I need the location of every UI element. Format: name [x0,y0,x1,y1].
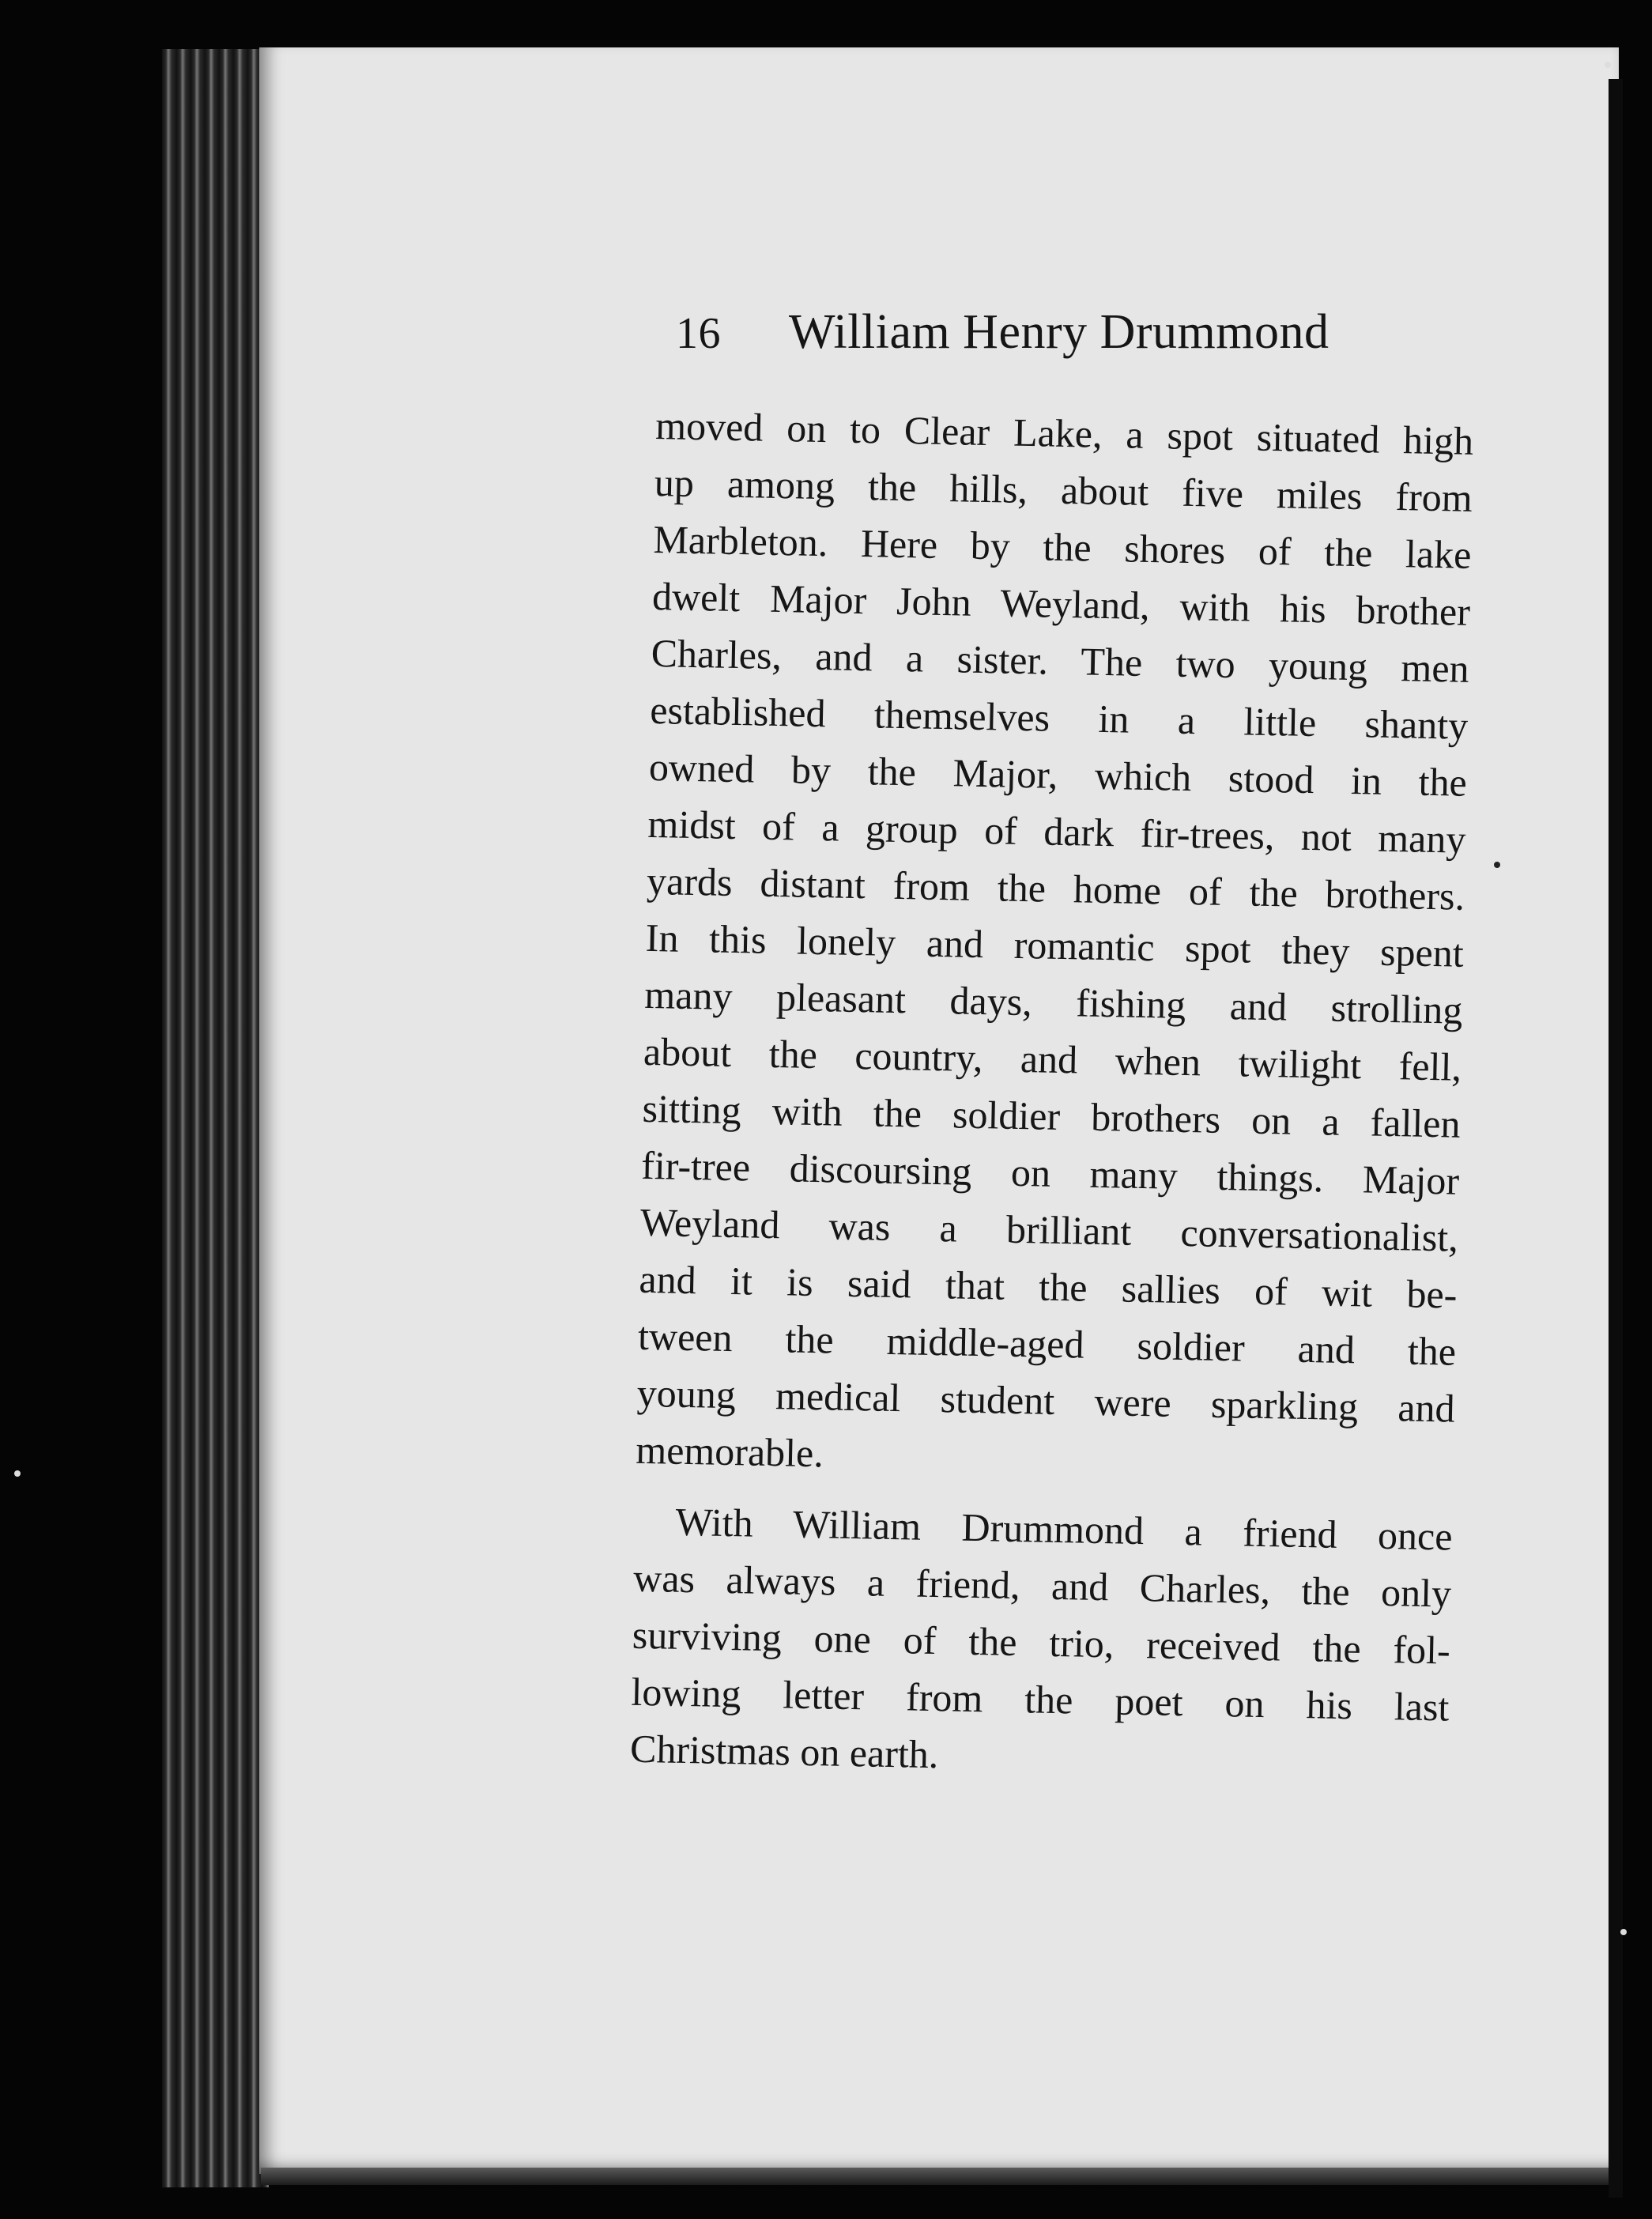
text-line: was always a friend, and Charles, the only [632,1555,1452,1616]
text-line: tween the middle-aged soldier and the [637,1313,1457,1374]
text-line: midst of a group of dark fir-trees, not many [647,801,1466,862]
text-line: lowing letter from the poet on his last [631,1669,1450,1730]
running-title: William Henry Drummond [789,305,1330,359]
text-line: and it is said that the sallies of wit be- [639,1256,1458,1317]
book-page-edges [162,49,269,2187]
text-line: young medical student were sparkling and [636,1370,1456,1431]
text-line: sitting with the soldier brothers on a fallen [642,1085,1462,1146]
page-bottom-edge [261,2168,1609,2185]
page-number: 16 [676,309,721,358]
paragraph-2 [629,1493,1453,1793]
scan-speck [1620,1929,1627,1935]
scan-speck [1605,62,1611,68]
text-line: Charles, and a sister. The two young men [651,630,1470,691]
body-text [629,397,1473,1793]
text-line: owned by the Major, which stood in the [648,744,1468,805]
page-header [676,304,1330,360]
text-line: established themselves in a little shanty [649,687,1469,748]
text-line: memorable. [635,1427,824,1476]
page-right-edge [1609,79,1623,2198]
text-line: dwelt Major John Weyland, with his brother [651,573,1471,634]
text-line: Christmas on earth. [629,1726,939,1777]
text-line: Weyland was a brilliant conversationalist, [639,1199,1459,1260]
text-line: many pleasant days, fishing and strolling [643,972,1463,1032]
text-line: With William Drummond a friend once [675,1499,1454,1559]
scan-speck [14,1470,21,1477]
text-line: fir-tree discoursing on many things. Major [640,1142,1460,1203]
text-line: up among the hills, about five miles from [654,459,1473,520]
text-line: about the country, and when twilight fell, [643,1028,1462,1089]
text-line: surviving one of the trio, received the fol- [632,1612,1451,1673]
scan-speck [1494,862,1500,868]
text-line: In this lonely and romantic spot they spent [645,915,1465,976]
text-line: Marbleton. Here by the shores of the lake [653,516,1472,577]
text-line: moved on to Clear Lake, a spot situated high [654,402,1474,463]
paragraph-1 [636,397,1474,1494]
text-line: yards distant from the home of the brothers. [646,858,1465,919]
